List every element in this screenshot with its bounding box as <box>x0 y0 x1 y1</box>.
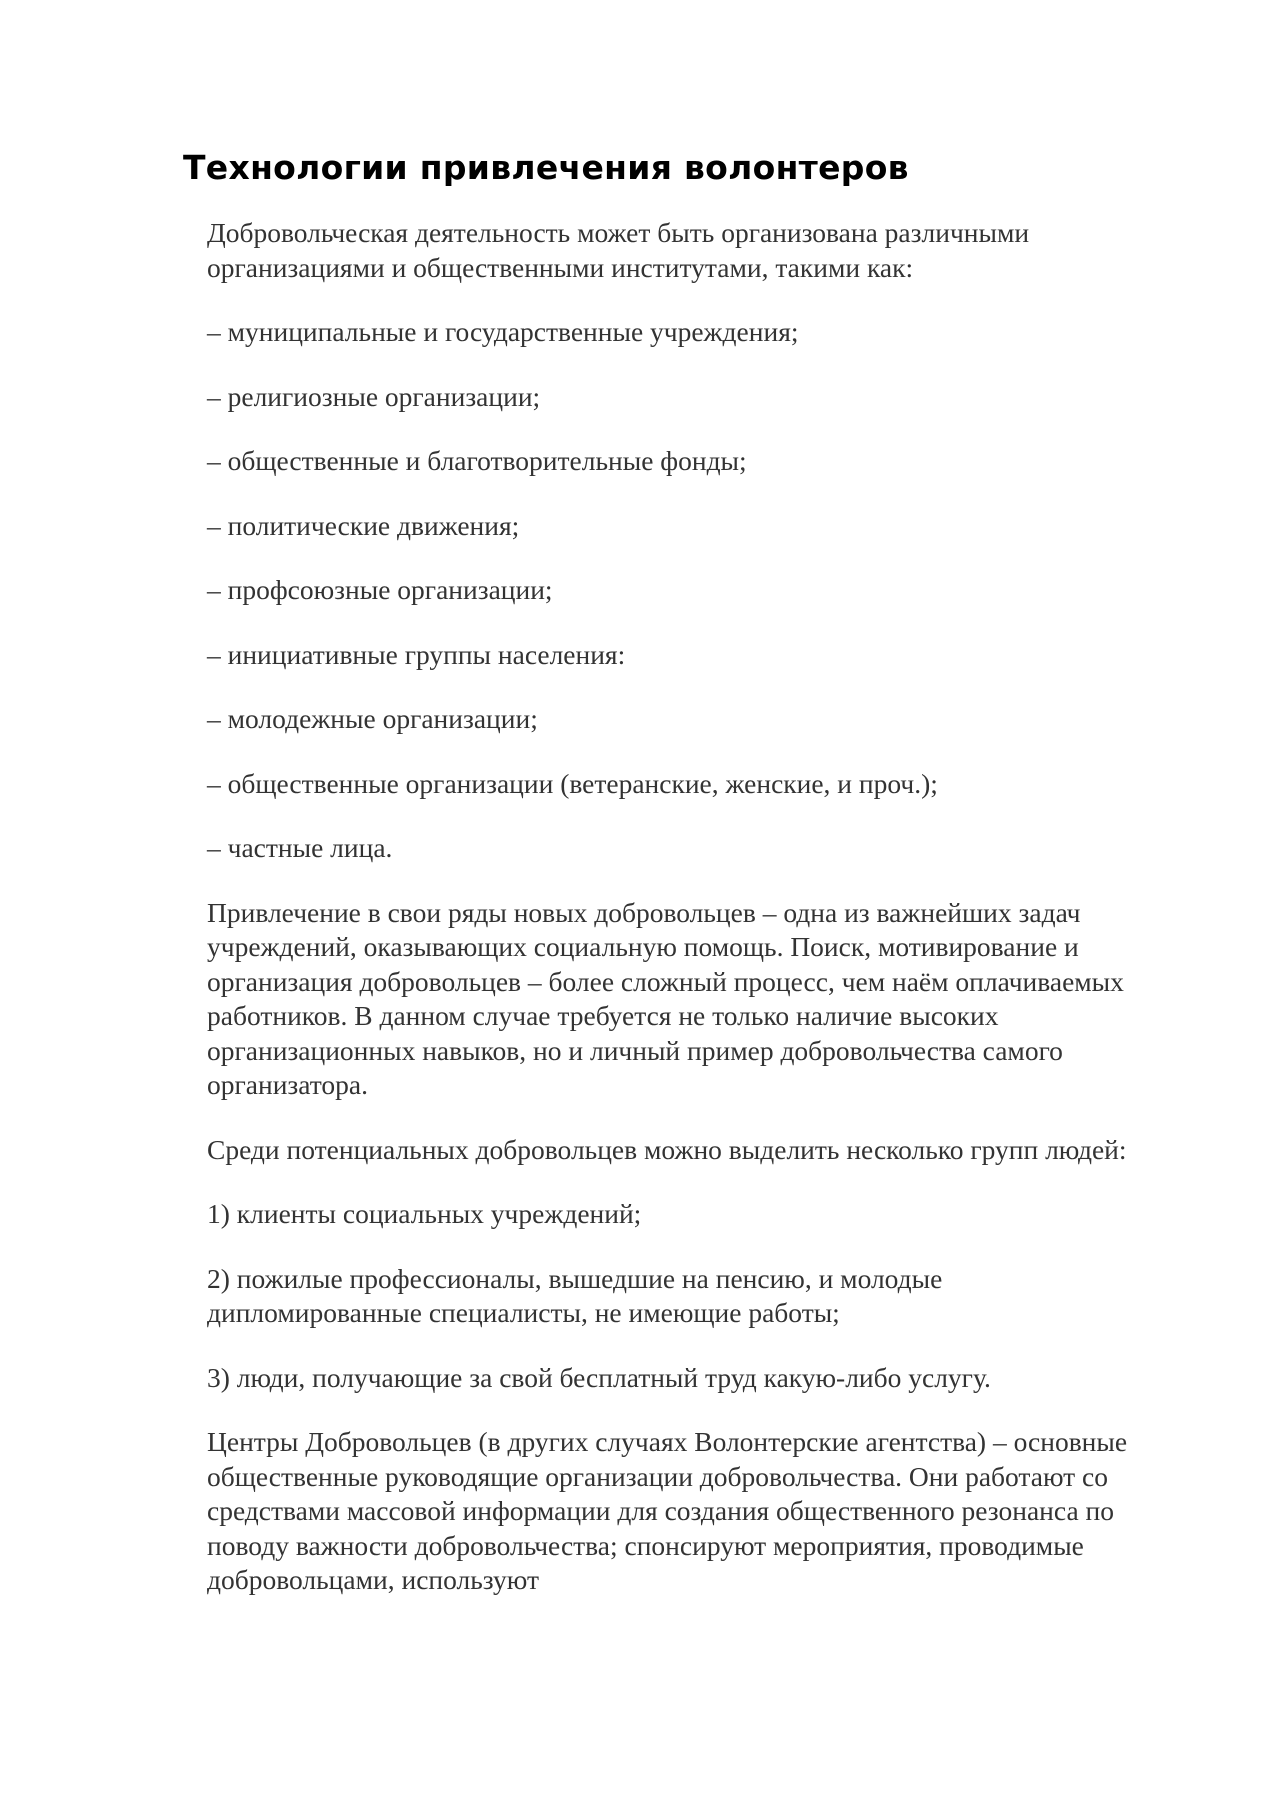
group-item: 1) клиенты социальных учреждений; <box>207 1198 642 1229</box>
list-item: – профсоюзные организации; <box>207 574 553 605</box>
list-item: – инициативные группы населения: <box>207 638 626 670</box>
list-item: – общественные организации (ветеранские, женские, и проч.); <box>207 767 938 799</box>
list-item: – молодежные организации; <box>207 703 538 734</box>
intro-paragraph: Добровольческая деятельность может быть организована различными организациями и общественными институтами, такими как: <box>207 217 1030 283</box>
list-item: – религиозные организации; <box>207 380 541 412</box>
recruitment-paragraph: Привлечение в свои ряды новых добровольцев – одна из важнейших задач учреждений, оказывающих социальную помощь. Поиск, мотивирование и организация добровольцев – более сложный процесс, чем наём оплачиваемых работников. В данном случае требуется не только наличие высоких организационных навыков, но и личный пример добровольчества самого организатора. <box>207 896 1124 1100</box>
document-title: Технологии привлечения волонтеров <box>183 148 909 187</box>
list-item: – муниципальные и государственные учреждения; <box>207 316 799 347</box>
group-item: 2) пожилые профессионалы, вышедшие на пенсию, и молодые дипломированные специалисты, не имеющие работы; <box>207 1262 943 1328</box>
group-item: 3) люди, получающие за свой бесплатный труд какую-либо услугу. <box>207 1361 991 1393</box>
list-item: – общественные и благотворительные фонды; <box>207 445 747 476</box>
list-item: – политические движения; <box>207 509 520 541</box>
document-body <box>207 216 1147 1628</box>
groups-intro-paragraph: Среди потенциальных добровольцев можно выделить несколько групп людей: <box>207 1133 1127 1165</box>
centers-paragraph: Центры Добровольцев (в других случаях Волонтерские агентства) – основные общественные руководящие организации добровольчества. Они работают со средствами массовой информации для создания общественного резонанса по поводу важности добровольчества; спонсируют мероприятия, проводимые добровольцами, используют <box>207 1426 1128 1595</box>
list-item: – частные лица. <box>207 832 393 863</box>
